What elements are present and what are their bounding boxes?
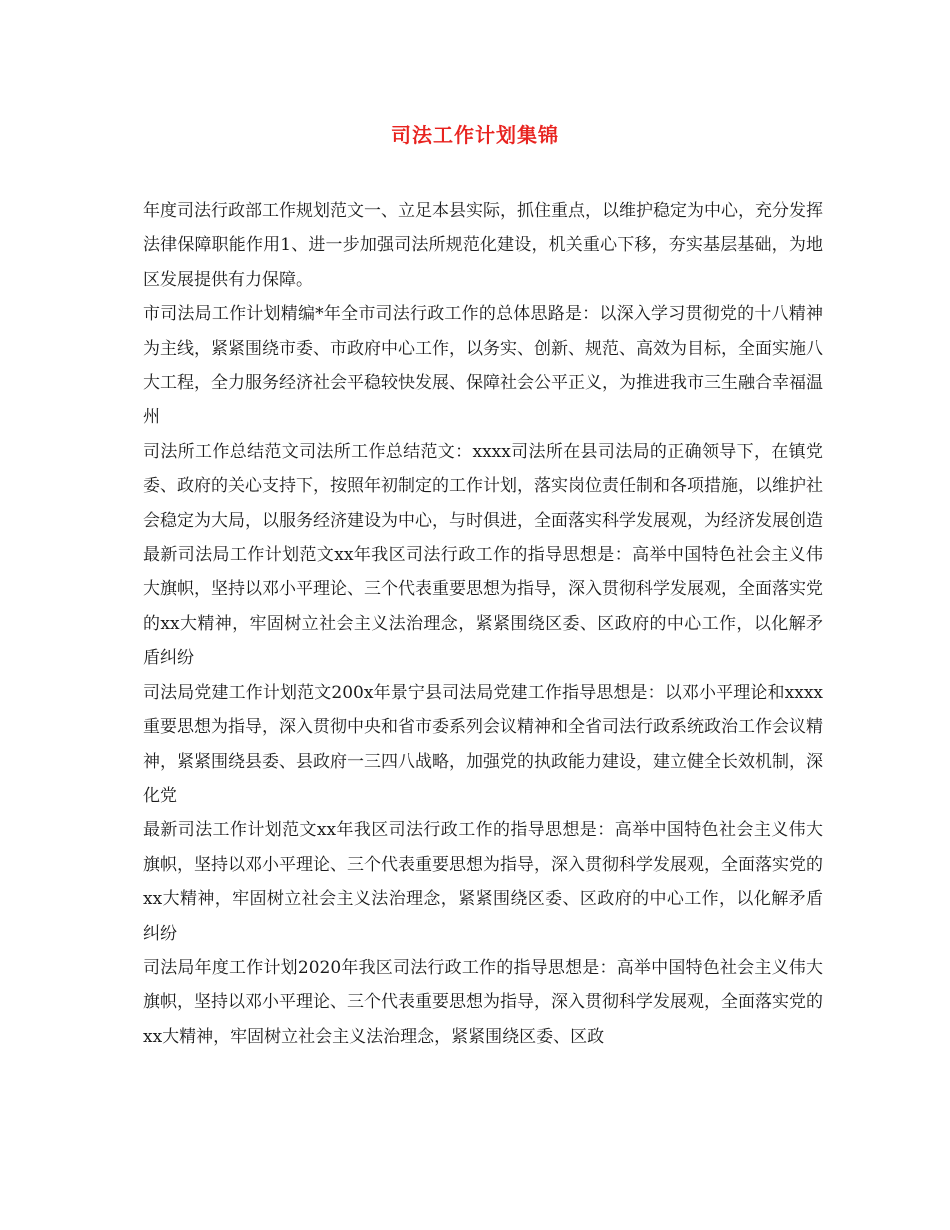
paragraph: 司法局年度工作计划2020年我区司法行政工作的指导思想是：高举中国特色社会主义伟大旗帜，坚持以邓小平理论、三个代表重要思想为指导，深入贯彻科学发展观，全面落实党的xx大精神，牢固树立社会主义法治理念，紧紧围绕区委、区政 <box>143 957 823 1047</box>
paragraph: 司法局党建工作计划范文200x年景宁县司法局党建工作指导思想是：以邓小平理论和xxxx重要思想为指导，深入贯彻中央和省市委系列会议精神和全省司法行政系统政治工作会议精神，紧紧围绕县委、县政府一三四八战略，加强党的执政能力建设，建立健全长效机制，深化党 <box>143 682 823 806</box>
document-title: 司法工作计划集锦 <box>391 123 559 147</box>
paragraph: 司法所工作总结范文司法所工作总结范文：xxxx司法所在县司法局的正确领导下，在镇党委、政府的关心支持下，按照年初制定的工作计划，落实岗位责任制和各项措施，以维护社会稳定为大局，以服务经济建设为中心，与时俱进，全面落实科学发展观，为经济发展创造 <box>143 441 823 531</box>
paragraph: 市司法局工作计划精编*年全市司法行政工作的总体思路是：以深入学习贯彻党的十八精神为主线，紧紧围绕市委、市政府中心工作，以务实、创新、规范、高效为目标，全面实施八大工程，全力服务经济社会平稳较快发展、保障社会公平正义，为推进我市三生融合幸福温州 <box>143 304 823 428</box>
paragraph: 最新司法工作计划范文xx年我区司法行政工作的指导思想是：高举中国特色社会主义伟大旗帜，坚持以邓小平理论、三个代表重要思想为指导，深入贯彻科学发展观，全面落实党的xx大精神，牢固树立社会主义法治理念，紧紧围绕区委、区政府的中心工作，以化解矛盾纠纷 <box>143 820 823 944</box>
document-body <box>143 194 823 1054</box>
paragraph: 年度司法行政部工作规划范文一、立足本县实际，抓住重点，以维护稳定为中心，充分发挥法律保障职能作用1、进一步加强司法所规范化建设，机关重心下移，夯实基层基础，为地区发展提供有力保障。 <box>143 201 823 290</box>
paragraph: 最新司法局工作计划范文xx年我区司法行政工作的指导思想是：高举中国特色社会主义伟大旗帜，坚持以邓小平理论、三个代表重要思想为指导，深入贯彻科学发展观，全面落实党的xx大精神，牢固树立社会主义法治理念，紧紧围绕区委、区政府的中心工作，以化解矛盾纠纷 <box>143 545 823 669</box>
